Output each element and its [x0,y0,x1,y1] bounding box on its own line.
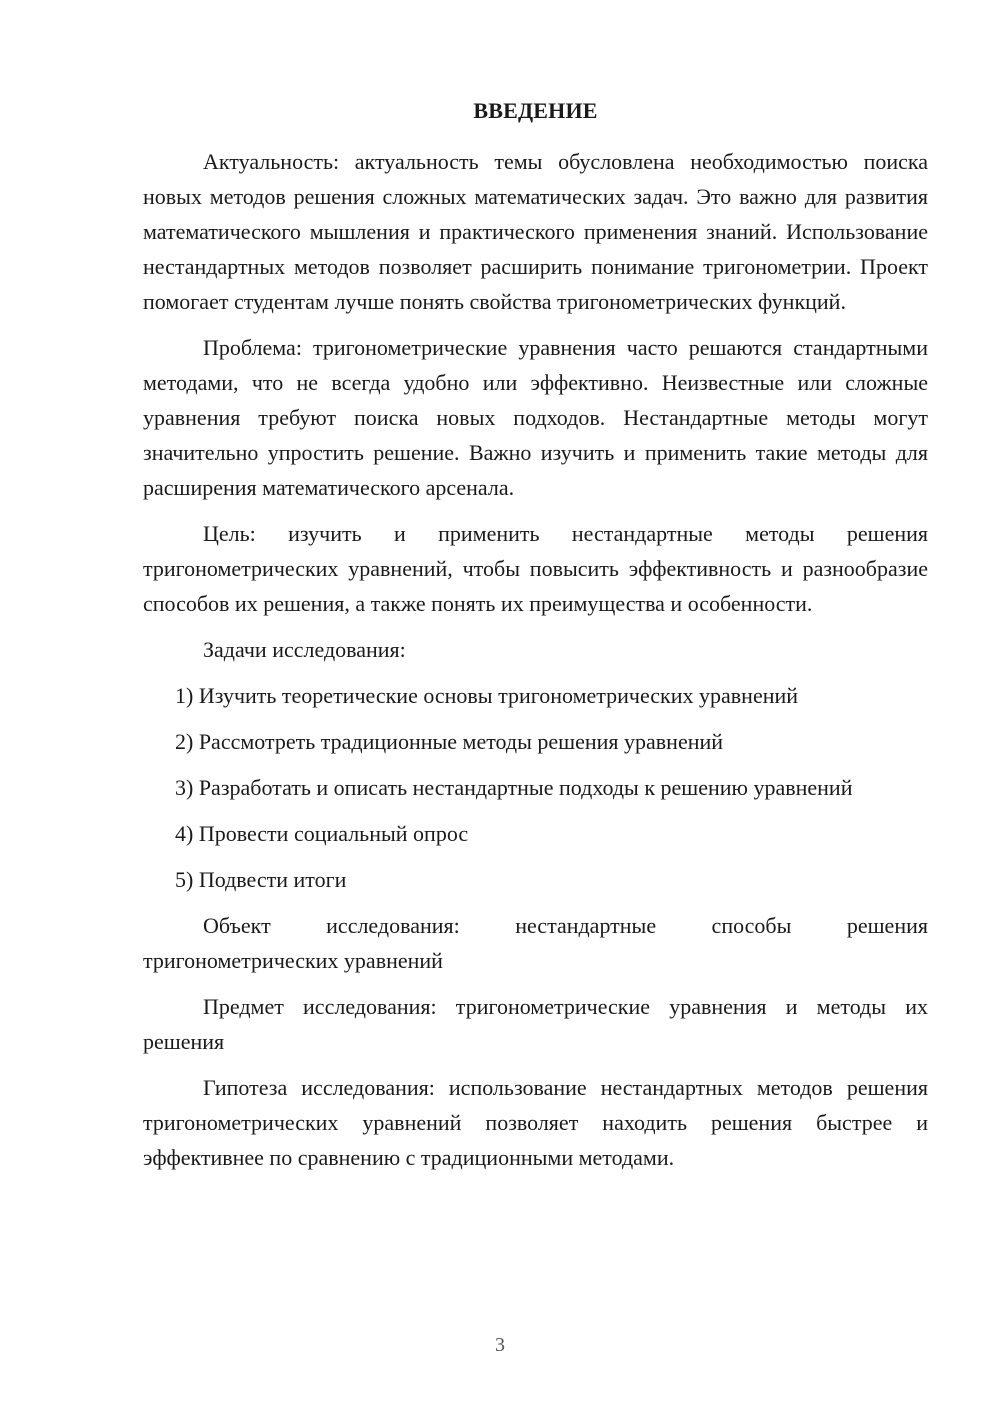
list-item: 2) Рассмотреть традиционные методы решения уравнений [175,729,724,754]
subject-paragraph: Предмет исследования: тригонометрические уравнения и методы их решения [143,994,928,1054]
list-item: 4) Провести социальный опрос [175,821,469,846]
section-heading: ВВЕДЕНИЕ [473,98,598,123]
hypothesis-paragraph: Гипотеза исследования: использование нестандартных методов решения тригонометрических уравнений позволяет находить решения быстрее и эффективнее по сравнению с традиционными методами. [143,1075,928,1170]
problem-paragraph: Проблема: тригонометрические уравнения часто решаются стандартными методами, что не всегда удобно или эффективно. Неизвестные или сложные уравнения требуют поиска новых подходов. Нестандартные методы могут значительно упростить решение. Важно изучить и применить такие методы для расширения математического арсенала. [143,335,928,500]
tasks-list [143,678,928,897]
object-paragraph: Объект исследования: нестандартные способы решения тригонометрических уравнений [143,913,928,973]
tasks-intro: Задачи исследования: [203,637,406,662]
page-number: 3 [495,1334,505,1356]
goal-paragraph: Цель: изучить и применить нестандартные методы решения тригонометрических уравнений, чтобы повысить эффективность и разнообразие способов их решения, а также понять их преимущества и особенности. [143,521,928,616]
relevance-paragraph: Актуальность: актуальность темы обусловлена необходимостью поиска новых методов решения сложных математических задач. Это важно для развития математического мышления и практического применения знаний. Использование нестандартных методов позволяет расширить понимание тригонометрии. Проект помогает студентам лучше понять свойства тригонометрических функций. [143,149,928,314]
list-item: 1) Изучить теоретические основы тригонометрических уравнений [175,683,799,708]
document-page [143,96,928,1186]
list-item: 5) Подвести итоги [175,867,347,892]
list-item: 3) Разработать и описать нестандартные подходы к решению уравнений [175,775,853,800]
